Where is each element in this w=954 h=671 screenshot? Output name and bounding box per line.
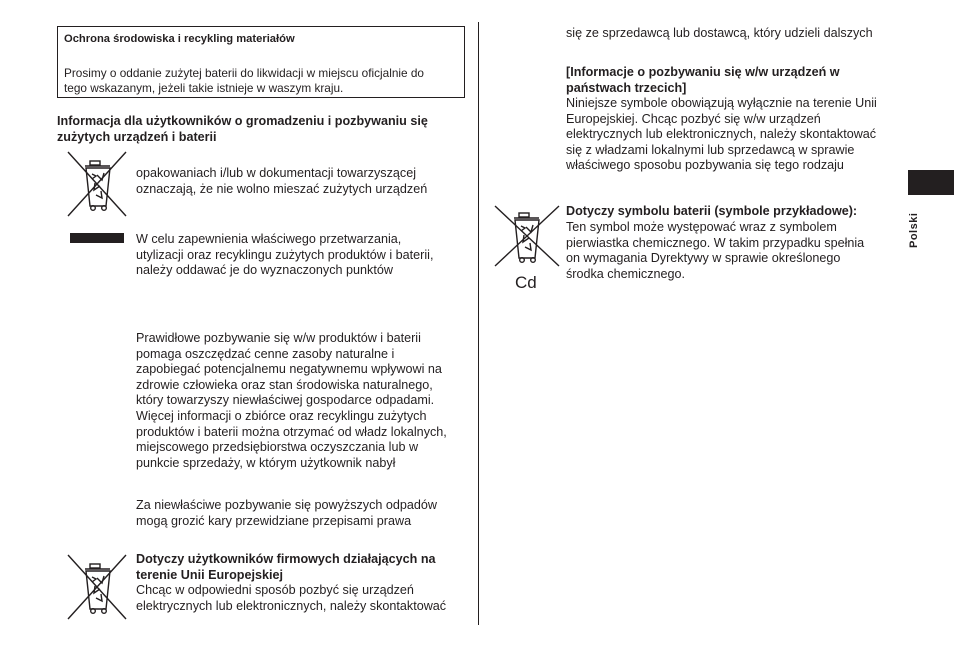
battery-symbol-text: Ten symbol może występować wraz z symbolem pierwiastka chemicznego. W takim przypadku spełnia on wymagania Dyrektywy w sprawie określonego środka chemicznego.	[566, 220, 865, 281]
paragraph-penalties: Za niewłaściwe pozbywanie się powyższych odpadów mogą grozić kary przewidziane przepisami prawa	[136, 498, 438, 528]
collection-heading: Informacja dla użytkowników o gromadzeniu i pozbywaniu się zużytych urządzeń i baterii	[57, 114, 428, 144]
crossed-out-wheelie-bin-icon	[66, 150, 128, 218]
cd-chemical-symbol: Cd	[515, 273, 537, 292]
black-bar	[70, 233, 124, 243]
environment-note-text: Prosimy o oddanie zużytej baterii do likwidacji w miejscu oficjalnie do tego wskazanym, jeżeli takie istnieje w waszym kraju.	[64, 66, 424, 96]
paragraph-proper-disposal: Prawidłowe pozbywanie się w/w produktów i baterii pomaga oszczędzać cenne zasoby naturalne i zapobiegać potencjalnemu negatywnemu wpływowi na zdrowie człowieka oraz stan środowiska naturalnego, który towarzyszy niewłaściwej gospodarce odpadami. Więcej informacji o zbiórce oraz recyklingu zużytych produktów i baterii można otrzymać od władz lokalnych, miejscowego przedsiębiorstwa oczyszczania lub w punkcie sprzedaży, w którym użytkownik nabył	[136, 331, 447, 470]
business-users-text: Chcąc w odpowiedni sposób pozbyć się urządzeń elektrycznych lub elektronicznych, należy skontaktować	[136, 583, 447, 613]
continued-text: się ze sprzedawcą lub dostawcą, który udzieli dalszych	[566, 26, 873, 40]
paragraph-processing: W celu zapewnienia właściwego przetwarzania, utylizacji oraz recyklingu zużytych produktów i baterii, należy oddawać je do wyznaczonych punktów	[136, 232, 434, 278]
language-tab	[908, 170, 954, 195]
column-divider	[478, 22, 479, 625]
crossed-out-wheelie-bin-icon	[493, 204, 561, 276]
environment-note-title: Ochrona środowiska i recykling materiałów	[64, 33, 295, 45]
battery-symbol-heading: Dotyczy symbolu baterii (symbole przykładowe):	[566, 204, 858, 218]
third-countries-heading: [Informacje o pozbywaniu się w/w urządzeń w państwach trzecich]	[566, 65, 840, 95]
language-tab-label: Polski	[908, 212, 920, 248]
third-countries-text: Niniejsze symbole obowiązują wyłącznie na terenie Unii Europejskiej. Chcąc pozbyć się w/w urządzeń elektrycznych lub elektronicznych, należy skontaktować się z władzami lokalnymi lub sprzedawcą w sprawie właściwego sposobu pozbywania się tego rodzaju	[566, 96, 877, 173]
crossed-out-wheelie-bin-icon	[66, 553, 128, 621]
business-users-heading: Dotyczy użytkowników firmowych działających na terenie Unii Europejskiej	[136, 552, 436, 582]
paragraph-symbols-meaning: opakowaniach i/lub w dokumentacji towarzyszącej oznaczają, że nie wolno mieszać zużytych urządzeń	[136, 166, 428, 196]
